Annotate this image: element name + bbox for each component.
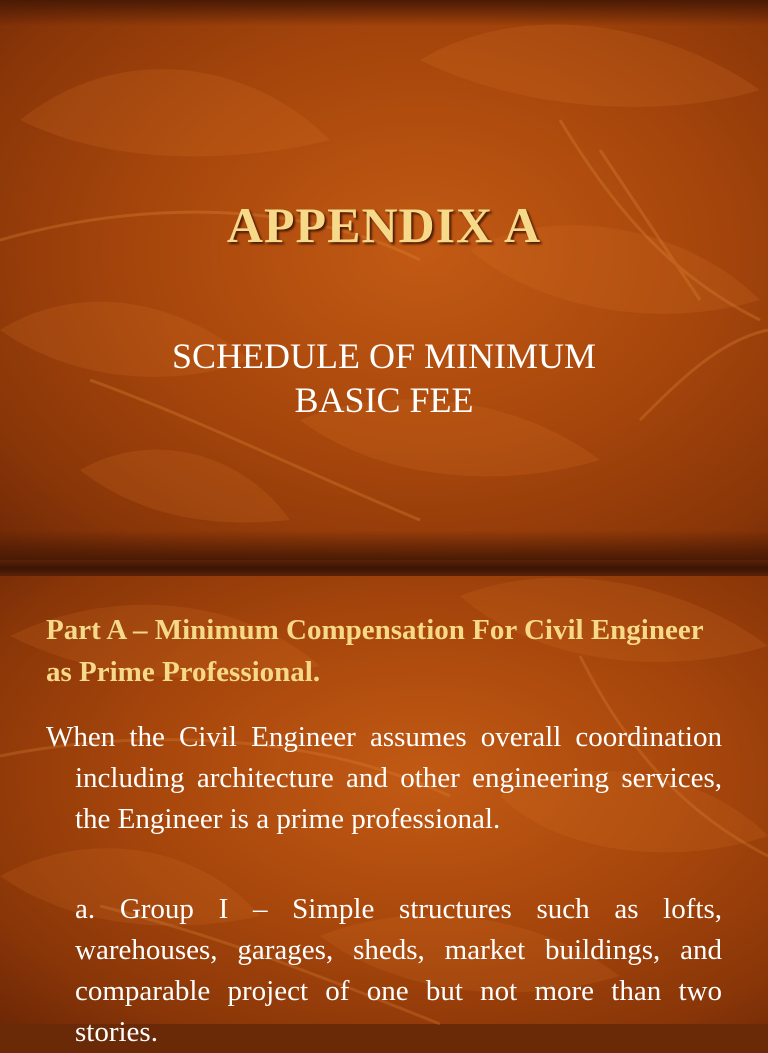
content-slide — [0, 576, 768, 1048]
slide-subtitle — [84, 334, 684, 422]
subtitle-line-1: SCHEDULE OF MINIMUM — [171, 336, 597, 376]
slide-separator — [0, 560, 768, 576]
body-paragraph: When the Civil Engineer assumes overall coordination including architecture and other engineering services, the Engineer is a prime professional. — [46, 721, 722, 835]
top-shade — [0, 0, 768, 26]
list-item-group-i: a. Group I – Simple structures such as lofts, warehouses, garages, sheds, market buildings, and comparable project of one but not more than two stories. — [75, 893, 722, 1048]
section-heading: Part A – Minimum Compensation For Civil Engineer as Prime Professional. — [46, 614, 704, 688]
bottom-shade — [0, 530, 768, 560]
subtitle-line-2: BASIC FEE — [294, 380, 474, 420]
slide-title: APPENDIX A — [226, 197, 542, 253]
